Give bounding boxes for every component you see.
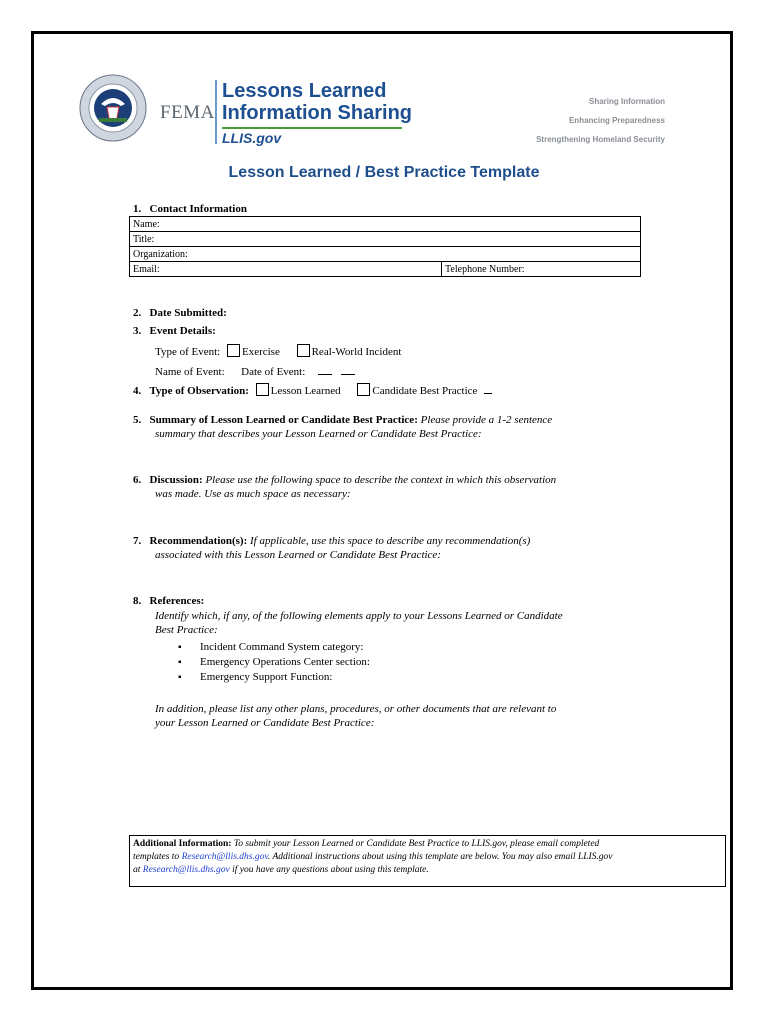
section-references: 8. References: (133, 595, 205, 607)
organization-field[interactable]: Organization: (130, 247, 641, 262)
event-type-row (155, 344, 401, 359)
summary-label: Summary of Lesson Learned or Candidate Best Practice: (149, 414, 418, 426)
observation-label: Type of Observation: (149, 385, 249, 397)
event-date-blank-2[interactable] (341, 364, 355, 375)
additional-info-label: Additional Information: (133, 839, 232, 849)
section-recommendation: 7. Recommendation(s): If applicable, use this space to describe any recommendation(s) associated with this Lesson Learned or Candidate Best Practice: (133, 535, 531, 561)
section-summary: 5. Summary of Lesson Learned or Candidate Best Practice: Please provide a 1-2 sentence summary that describes your Lesson Learned or Candidate Best Practice: (133, 414, 553, 440)
recommendation-instruction-2: associated with this Lesson Learned or Candidate Best Practice: (155, 549, 441, 561)
references-list (178, 640, 578, 685)
real-world-checkbox[interactable] (297, 344, 310, 357)
additional-info-text-3a: at (133, 865, 141, 875)
contact-table (129, 216, 641, 277)
event-type-label: Type of Event: (155, 346, 221, 358)
best-practice-option: Candidate Best Practice (372, 385, 478, 397)
references-instruction-2: Best Practice: (155, 624, 218, 636)
summary-instruction-2: summary that describes your Lesson Learned or Candidate Best Practice: (155, 428, 482, 440)
event-date-blank-1[interactable] (318, 364, 332, 375)
reference-item-ics: ▪ Incident Command System category: (178, 640, 578, 655)
discussion-label: Discussion: (149, 474, 203, 486)
section-contact-heading: 1. Contact Information (133, 203, 247, 215)
discussion-instruction-1: Please use the following space to describe the context in which this observation (205, 474, 557, 486)
additional-info-text-3b: if you have any questions about using this template. (232, 865, 429, 875)
exercise-checkbox[interactable] (227, 344, 240, 357)
references-extra-2: your Lesson Learned or Candidate Best Practice: (155, 717, 375, 729)
brand-underline (222, 127, 402, 129)
real-world-option: Real-World Incident (311, 346, 402, 358)
tagline-1: Sharing Information (589, 97, 665, 106)
section-date: 2. Date Submitted: (133, 307, 227, 319)
dhs-seal-icon (79, 74, 147, 142)
event-details-label: Event Details: (149, 325, 216, 337)
brand-site: LLIS.gov (222, 130, 282, 146)
discussion-instruction-2: was made. Use as much space as necessary: (155, 488, 351, 500)
observation-blank[interactable] (484, 383, 492, 394)
date-submitted-label: Date Submitted: (149, 307, 227, 319)
telephone-field[interactable]: Telephone Number: (442, 262, 641, 277)
research-email-link-2[interactable]: Research@llis.dhs.gov (142, 865, 230, 875)
additional-info-text-1: To submit your Lesson Learned or Candidate Best Practice to LLIS.gov, please email completed (233, 839, 600, 849)
references-extra (155, 702, 635, 730)
fema-label: FEMA (160, 102, 215, 123)
references-instructions (155, 609, 635, 637)
best-practice-checkbox[interactable] (357, 383, 370, 396)
brand-line-1: Lessons Learned (222, 80, 387, 102)
additional-info-text-2a: templates to (133, 852, 180, 862)
lesson-learned-checkbox[interactable] (256, 383, 269, 396)
document-title: Lesson Learned / Best Practice Template (228, 164, 540, 181)
name-field[interactable]: Name: (130, 217, 641, 232)
reference-item-esf: ▪ Emergency Support Function: (178, 670, 578, 685)
references-extra-1: In addition, please list any other plans, procedures, or other documents that are relevant to (155, 703, 557, 715)
event-date-label: Date of Event: (241, 366, 306, 378)
reference-item-eoc: ▪ Emergency Operations Center section: (178, 655, 578, 670)
section-event: 3. Event Details: (133, 325, 216, 337)
tagline-2: Enhancing Preparedness (568, 116, 665, 125)
recommendation-label: Recommendation(s): (149, 535, 248, 547)
references-label: References: (149, 595, 205, 607)
summary-instruction-1: Please provide a 1-2 sentence (420, 414, 553, 426)
brand-line-2: Information Sharing (222, 102, 412, 124)
lesson-learned-option: Lesson Learned (270, 385, 341, 397)
exercise-option: Exercise (241, 346, 280, 358)
title-field[interactable]: Title: (130, 232, 641, 247)
references-instruction-1: Identify which, if any, of the following elements apply to your Lessons Learned or Candidate (155, 610, 563, 622)
additional-info-text-2b: . Additional instructions about using this template are below. You may also email LLIS.gov (267, 852, 613, 862)
tagline-3: Strengthening Homeland Security (536, 135, 665, 144)
section-observation: 4. Type of Observation: Lesson Learned Candidate Best Practice (133, 383, 492, 398)
event-name-row (155, 364, 355, 379)
research-email-link-1[interactable]: Research@llis.dhs.gov (181, 852, 268, 862)
email-field[interactable]: Email: (130, 262, 442, 277)
section-discussion: 6. Discussion: Please use the following space to describe the context in which this observation was made. Use as much space as necessary: (133, 474, 557, 500)
contact-heading: Contact Information (149, 203, 247, 215)
recommendation-instruction-1: If applicable, use this space to describe any recommendation(s) (250, 535, 531, 547)
additional-info-box (129, 835, 726, 887)
brand-divider (215, 80, 217, 144)
event-name-label: Name of Event: (155, 366, 225, 378)
